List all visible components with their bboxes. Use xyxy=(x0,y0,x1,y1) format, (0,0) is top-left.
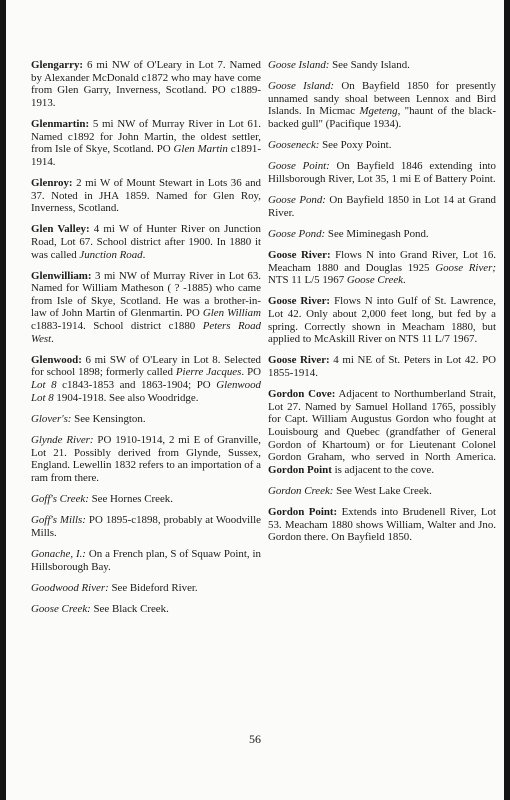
left-column xyxy=(31,59,261,624)
entry-text: Adjacent to Northumberland Strait, Lot 27. Named by Samuel Holland 1765, possibly for Capt. William Augustus Gordon who fought at Louisbourg and Quebec (grandfather of General Gordon of Khartoum) or for Lieutenant Colonel Gordon Graham, who served in North America. xyxy=(268,388,496,464)
gazetteer-entry xyxy=(31,548,261,573)
entry-text: . xyxy=(51,332,54,345)
entry-headword: Gordon Cove: xyxy=(268,388,336,401)
gazetteer-entry xyxy=(268,295,496,345)
entry-headword: Glenwood: xyxy=(31,353,82,366)
gazetteer-entry xyxy=(268,506,496,544)
entry-italic-text: Goose River; xyxy=(435,261,496,274)
gazetteer-entry xyxy=(31,413,261,426)
entry-text: . xyxy=(142,248,146,261)
entry-text: PO 1895-c1898, probably at Woodville Mills. xyxy=(31,514,261,539)
entry-headword: Goose Island: xyxy=(268,80,335,93)
entry-text: 6 mi SW of O'Leary in Lot 8. Selected for school 1898; formerly called xyxy=(31,353,261,379)
right-column xyxy=(268,59,496,553)
gazetteer-entry xyxy=(31,118,261,168)
gazetteer-entry xyxy=(31,603,261,616)
entry-headword: Goose Creek: xyxy=(31,602,91,615)
entry-italic-text: Junction Road xyxy=(79,248,143,261)
entry-headword: Glenmartin: xyxy=(31,117,90,130)
gazetteer-entry xyxy=(31,354,261,404)
entry-headword: Goose Pond: xyxy=(268,194,326,207)
gazetteer-entry xyxy=(31,493,261,506)
entry-text: . PO xyxy=(241,366,261,379)
entry-headword: Goose River: xyxy=(268,249,331,262)
entry-text: See Black Creek. xyxy=(90,602,169,615)
entry-headword: Glen Valley: xyxy=(31,223,90,236)
gazetteer-entry xyxy=(31,59,261,109)
entry-text: 3 mi NW of Murray River in Lot 63. Named for William Matheson ( ? -1885) who came from Isle of Skye, Scotland. He was a brother-in-law of John Martin of Glenmartin. PO xyxy=(31,269,261,320)
entry-italic-text: Mgeteng xyxy=(359,105,398,118)
entry-text: See Hornes Creek. xyxy=(88,492,173,505)
entry-headword: Goodwood River: xyxy=(31,581,109,594)
gazetteer-entry xyxy=(31,582,261,595)
entry-headword: Gonache, I.: xyxy=(31,547,86,560)
entry-text: 6 mi NW of O'Leary in Lot 7. Named by Alexander McDonald c1872 who may have come from Glen Garry, Inverness, Scotland. PO c1889-1913. xyxy=(31,59,261,109)
entry-text: 4 mi W of Hunter River on Junction Road, Lot 67. School district after 1900. In 1880 it was called xyxy=(31,223,261,261)
gazetteer-entry xyxy=(268,59,496,72)
gazetteer-entry xyxy=(268,228,496,241)
entry-headword: Glenroy: xyxy=(31,176,73,189)
entry-italic-text: Goose Creek xyxy=(346,274,404,287)
entry-text: See Miminegash Pond. xyxy=(325,227,429,240)
entry-text: PO 1910-1914, 2 mi E of Granville, Lot 21. Possibly derived from Glynde, Sussex, England. Lewellin 1832 refers to an importation of a ram from there. xyxy=(31,434,261,484)
entry-headword: Goose Island: xyxy=(268,59,330,71)
gazetteer-entry xyxy=(268,485,496,498)
gazetteer-entry xyxy=(31,223,261,261)
entry-text: 4 mi NE of St. Peters in Lot 42. PO 1855-1914. xyxy=(268,354,496,380)
entry-text: On Bayfield 1850 for presently unnamed sandy shoal between Lennox and Bird Islands. In Micmac xyxy=(268,80,496,118)
entry-headword: Glynde River: xyxy=(31,434,94,446)
entry-text: c1843-1853 and 1863-1904; PO xyxy=(56,379,217,392)
entry-text: See Poxy Point. xyxy=(319,139,392,152)
entry-headword: Goose Pond: xyxy=(268,227,326,240)
gazetteer-entry xyxy=(268,249,496,287)
entry-headword: Goose River: xyxy=(268,354,330,367)
entry-text: , "haunt of the black-backed gull" (Pacifique 1934). xyxy=(268,105,497,130)
entry-bold-text: Gordon Point xyxy=(268,463,332,476)
entry-italic-text: Glen William xyxy=(202,307,261,320)
entry-text: 5 mi NW of Murray River in Lot 61. Named c1892 for John Martin, the oldest settler, from Isle of Skye, Scotland. PO xyxy=(31,117,261,156)
gazetteer-entry xyxy=(31,177,261,215)
entry-text: See Kensington. xyxy=(71,412,146,425)
page-number: 56 xyxy=(249,732,261,746)
gazetteer-entry xyxy=(31,514,261,539)
gazetteer-entry xyxy=(268,139,496,152)
gazetteer-entry xyxy=(268,194,496,219)
entry-italic-text: Peters Road West xyxy=(31,320,261,345)
entry-headword: Goff's Creek: xyxy=(31,492,89,505)
gazetteer-entry xyxy=(31,270,261,346)
entry-text: c1891-1914. xyxy=(31,143,261,168)
entry-text: On a French plan, S of Squaw Point, in Hillsborough Bay. xyxy=(31,547,261,573)
entry-text: On Bayfield 1850 in Lot 14 at Grand River. xyxy=(268,194,496,219)
gazetteer-entry xyxy=(268,388,496,476)
entry-text: See West Lake Creek. xyxy=(333,484,432,497)
entry-text: NTS 11 L/5 1967 xyxy=(268,274,347,287)
book-page xyxy=(6,0,504,800)
entry-headword: Goose Point: xyxy=(268,160,330,173)
entry-text: Flows N into Grand River, Lot 16. Meacham 1880 and Douglas 1925 xyxy=(268,249,496,274)
entry-headword: Gooseneck: xyxy=(268,139,320,152)
entry-headword: Gordon Creek: xyxy=(268,484,334,497)
gazetteer-entry xyxy=(268,80,496,130)
entry-italic-text: Glenwood Lot 8 xyxy=(31,379,262,404)
entry-headword: Goose River: xyxy=(268,295,331,308)
entry-text: See Bideford River. xyxy=(108,581,198,594)
entry-headword: Goff's Mills: xyxy=(31,514,86,527)
entry-text: c1883-1914. School district c1880 xyxy=(31,320,203,333)
entry-text: Extends into Brudenell River, Lot 53. Meacham 1880 shows William, Walter and Jno. Gordon there. On Bayfield 1850. xyxy=(268,506,496,544)
gazetteer-entry xyxy=(268,354,496,379)
entry-text: 1904-1918. See also Woodridge. xyxy=(53,391,199,404)
entry-text: See Sandy Island. xyxy=(329,59,410,71)
entry-italic-text: Glen Martin xyxy=(173,143,228,156)
entry-headword: Gordon Point: xyxy=(268,506,338,519)
gazetteer-entry xyxy=(31,434,261,484)
entry-text: On Bayfield 1846 extending into Hillsborough River, Lot 35, 1 mi E of Battery Point. xyxy=(268,160,496,185)
entry-italic-text: Pierre Jacques xyxy=(175,366,242,379)
entry-text: 2 mi W of Mount Stewart in Lots 36 and 37. Noted in JHA 1859. Named for Glen Roy, Inverness, Scotland. xyxy=(31,176,261,215)
entry-italic-text: Lot 8 xyxy=(31,379,57,392)
entry-text: . xyxy=(403,274,406,287)
entry-text: is adjacent to the cove. xyxy=(331,463,435,476)
entry-headword: Glengarry: xyxy=(31,59,84,71)
entry-headword: Glenwilliam: xyxy=(31,269,92,282)
gazetteer-entry xyxy=(268,160,496,185)
entry-headword: Glover's: xyxy=(31,412,72,425)
entry-text: Flows N into Gulf of St. Lawrence, Lot 42. Only about 2,000 feet long, but fed by a spring. Correctly shown in Meacham 1880, but applied to McAskill River on NTS 11 L/7 1967. xyxy=(268,295,497,346)
